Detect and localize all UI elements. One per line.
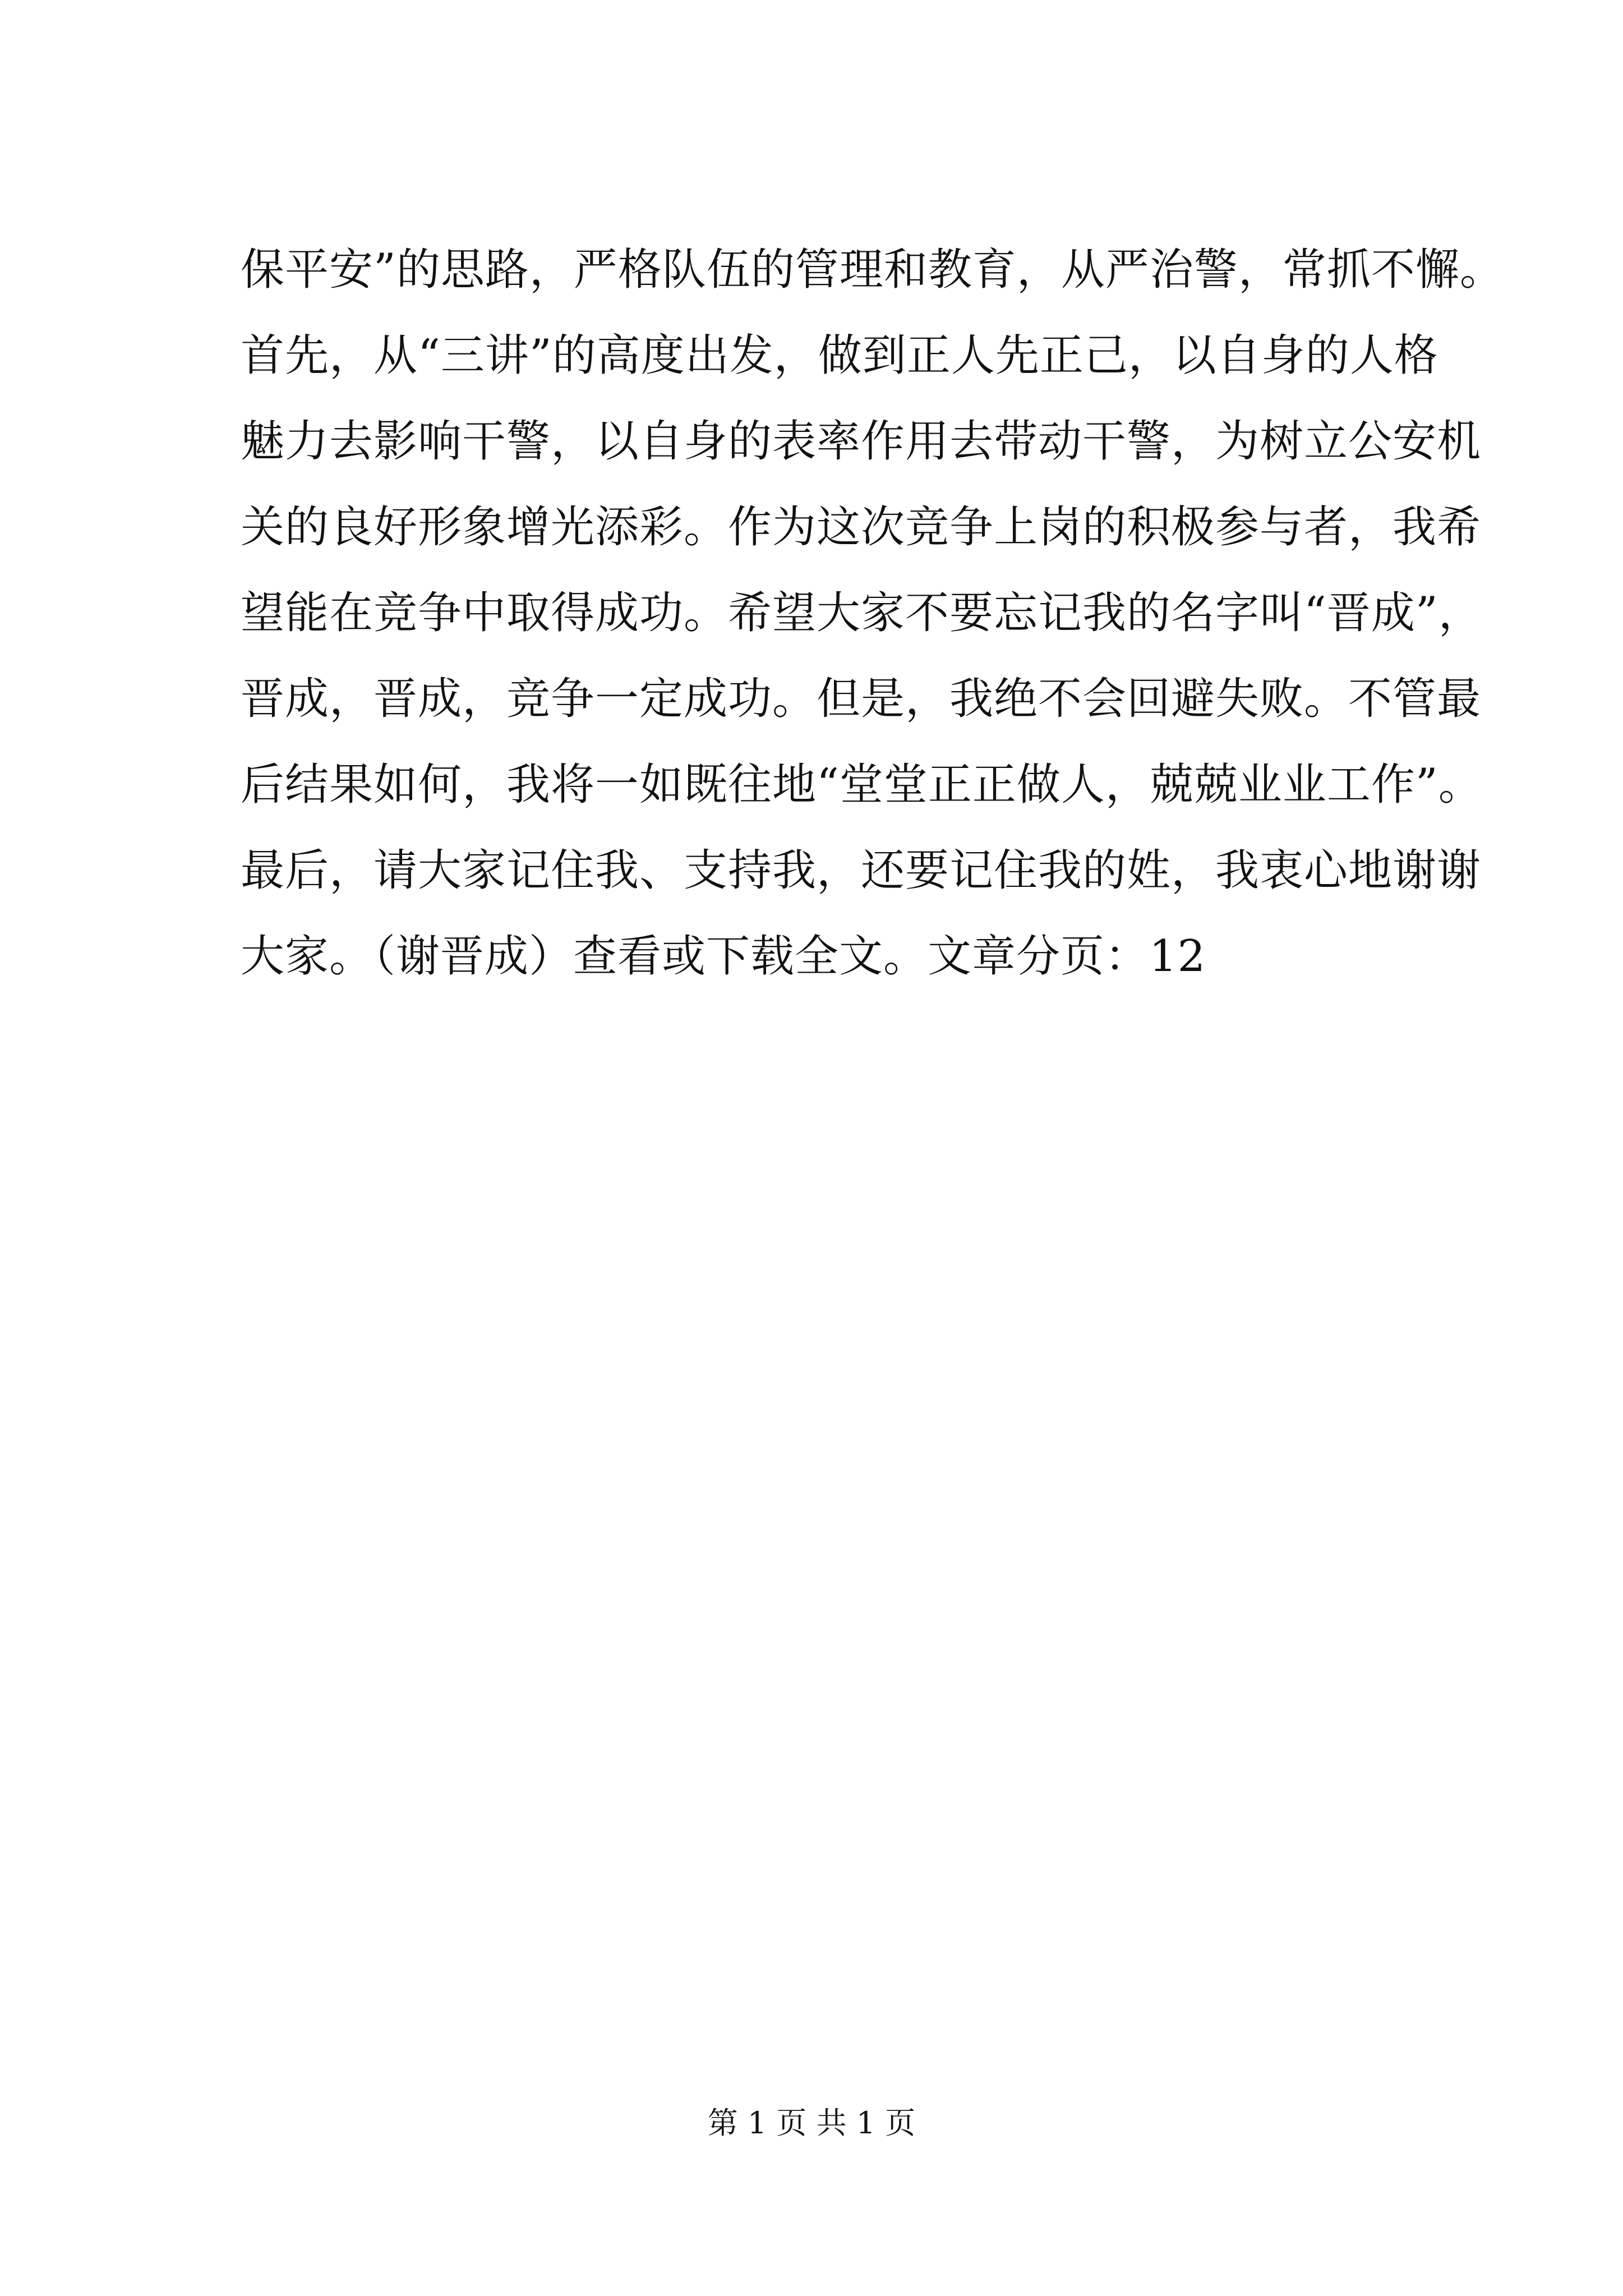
page-footer	[0, 2101, 1623, 2146]
text-line: 最后，请大家记住我、支持我，还要记住我的姓，我衷心地谢谢	[241, 845, 1482, 896]
body-text	[241, 227, 1504, 1000]
text-line: 后结果如何，我将一如既往地“堂堂正正做人，兢兢业业工作”。	[241, 760, 1483, 810]
text-line: 望能在竞争中取得成功。希望大家不要忘记我的名字叫“晋成”，	[241, 588, 1483, 638]
text-line: 保平安”的思路，严格队伍的管理和教育，从严治警，常抓不懈。	[241, 245, 1504, 295]
page-number-label: 第 1 页 共 1 页	[707, 2105, 916, 2141]
text-line: 大家。（谢晋成）查看或下载全文。文章分页：12	[241, 931, 1206, 982]
text-line: 晋成，晋成，竞争一定成功。但是，我绝不会回避失败。不管最	[241, 674, 1482, 724]
text-line: 魅力去影响干警，以自身的表率作用去带动干警，为树立公安机	[241, 416, 1482, 467]
text-line: 首先，从“三讲”的高度出发，做到正人先正己，以自身的人格	[241, 330, 1438, 381]
text-line: 关的良好形象增光添彩。作为这次竞争上岗的积极参与者，我希	[241, 502, 1482, 553]
